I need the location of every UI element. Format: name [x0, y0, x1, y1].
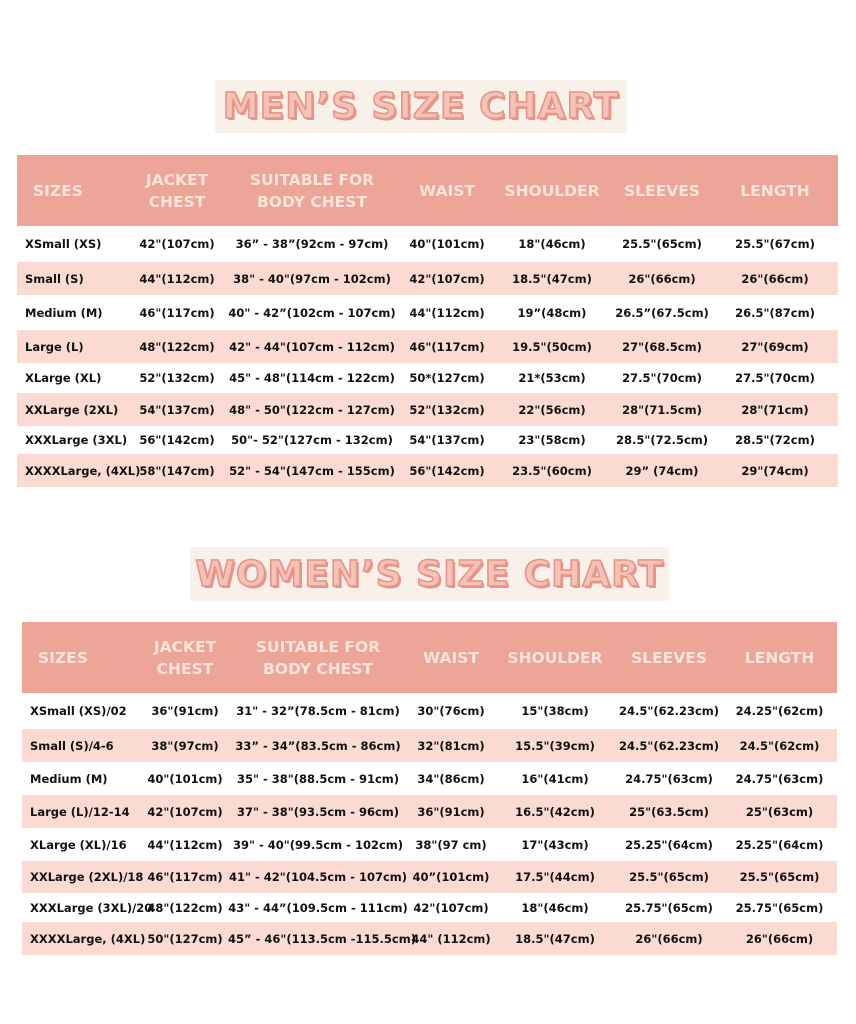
header-shoulder	[494, 647, 616, 669]
header-line-2: BODY CHEST	[256, 192, 368, 211]
header-sizes	[17, 180, 132, 202]
cell-sleeves: 29” (74cm)	[625, 463, 699, 478]
cell-shoulder: 15.5"(39cm)	[515, 738, 595, 753]
cell-length: 26"(66cm)	[745, 931, 814, 946]
cell-shoulder: 15"(38cm)	[521, 704, 589, 718]
table-row	[17, 295, 838, 330]
cell-jacket-chest: 52"(132cm)	[139, 371, 215, 385]
header-length	[722, 647, 837, 669]
cell-shoulder: 18.5"(47cm)	[512, 271, 592, 286]
cell-waist: 52"(132cm)	[409, 402, 485, 417]
table-row	[22, 861, 837, 893]
cell-body-chest: 48" - 50"(122cm - 127cm)	[229, 402, 395, 417]
cell-length: 27.5"(70cm)	[735, 371, 815, 385]
cell-jacket-chest: 48"(122cm)	[139, 339, 215, 354]
header-line-1: WAIST	[423, 648, 479, 667]
cell-length: 25.5"(67cm)	[735, 237, 815, 251]
cell-body-chest: 37" - 38"(93.5cm - 96cm)	[236, 804, 400, 819]
men-size-table	[17, 155, 838, 487]
cell-sleeves: 25.5"(65cm)	[622, 237, 702, 251]
table-row	[22, 828, 837, 861]
header-line-2: CHEST	[156, 659, 214, 678]
cell-waist: 32"(81cm)	[417, 738, 485, 753]
table-row	[17, 226, 838, 262]
cell-jacket-chest: 40"(101cm)	[147, 771, 223, 786]
cell-waist: 50*(127cm)	[409, 371, 485, 385]
cell-body-chest: 31" - 32”(78.5cm - 81cm)	[236, 704, 400, 718]
header-line-1: SLEEVES	[631, 648, 707, 667]
table-row	[22, 729, 837, 762]
cell-shoulder: 19.5"(50cm)	[512, 339, 592, 354]
cell-sizes: Large (L)/12-14	[30, 804, 130, 819]
cell-body-chest: 43" - 44”(109.5cm - 111cm)	[228, 900, 408, 915]
cell-sleeves: 26.5”(67.5cm)	[615, 305, 709, 320]
cell-sleeves: 24.75"(63cm)	[625, 771, 713, 786]
cell-sizes: XXLarge (2XL)	[25, 402, 119, 417]
cell-shoulder: 21*(53cm)	[518, 371, 586, 385]
cell-length: 26"(66cm)	[741, 271, 809, 286]
header-line-1: LENGTH	[740, 181, 810, 200]
header-jacket-chest	[132, 169, 222, 213]
table-row	[17, 426, 838, 454]
cell-sleeves: 26"(66cm)	[635, 931, 703, 946]
cell-shoulder: 16.5"(42cm)	[515, 804, 595, 819]
cell-sizes: XLarge (XL)	[25, 371, 102, 385]
cell-body-chest: 45" - 48"(114cm - 122cm)	[229, 371, 395, 385]
cell-waist: 40”(101cm)	[412, 870, 490, 884]
cell-sizes: XXXLarge (3XL)/20	[30, 900, 153, 915]
header-line-1: SHOULDER	[504, 181, 600, 200]
table-row	[22, 693, 837, 729]
cell-waist: 46"(117cm)	[409, 339, 485, 354]
header-jacket-chest	[142, 636, 228, 680]
cell-length: 24.5"(62cm)	[739, 738, 820, 753]
women-size-table	[22, 622, 837, 955]
header-waist	[402, 180, 492, 202]
cell-sleeves: 27.5"(70cm)	[622, 371, 702, 385]
header-line-1: SHOULDER	[507, 648, 603, 667]
cell-shoulder: 16"(41cm)	[521, 771, 589, 786]
cell-body-chest: 41" - 42"(104.5cm - 107cm)	[228, 870, 408, 884]
table-row	[17, 363, 838, 393]
cell-body-chest: 45” - 46"(113.5cm -115.5cm)	[228, 931, 416, 946]
cell-jacket-chest: 46"(117cm)	[147, 870, 223, 884]
cell-length: 25.5"(65cm)	[739, 870, 820, 884]
cell-length: 24.75"(63cm)	[735, 771, 824, 786]
header-line-1: SIZES	[33, 181, 83, 200]
table-row	[22, 893, 837, 922]
cell-sizes: Small (S)/4-6	[30, 738, 114, 753]
cell-waist: 42"(107cm)	[413, 900, 489, 915]
header-line-1: JACKET	[153, 637, 217, 656]
cell-shoulder: 18.5"(47cm)	[515, 931, 595, 946]
header-line-1: SUITABLE FOR	[255, 637, 381, 656]
cell-sleeves: 28.5"(72.5cm)	[615, 433, 709, 447]
cell-sizes: XXXXLarge, (4XL)	[30, 931, 146, 946]
cell-sizes: XSmall (XS)/02	[30, 704, 127, 718]
table-row	[17, 262, 838, 295]
cell-jacket-chest: 56"(142cm)	[139, 433, 215, 447]
cell-waist: 36"(91cm)	[417, 804, 485, 819]
cell-body-chest: 42" - 44"(107cm - 112cm)	[229, 339, 395, 354]
cell-sleeves: 26"(66cm)	[628, 271, 696, 286]
cell-length: 29"(74cm)	[741, 463, 809, 478]
cell-jacket-chest: 54"(137cm)	[139, 402, 215, 417]
header-waist	[408, 647, 494, 669]
cell-sleeves: 28"(71.5cm)	[622, 402, 702, 417]
cell-length: 28"(71cm)	[741, 402, 809, 417]
cell-jacket-chest: 46"(117cm)	[139, 305, 215, 320]
cell-body-chest: 36” - 38”(92cm - 97cm)	[235, 237, 389, 251]
table-row	[22, 922, 837, 955]
cell-waist: 30"(76cm)	[417, 704, 485, 718]
cell-sizes: XSmall (XS)	[25, 237, 102, 251]
cell-jacket-chest: 36"(91cm)	[151, 704, 219, 718]
header-line-1: SUITABLE FOR	[249, 170, 375, 189]
cell-sizes: Medium (M)	[25, 305, 103, 320]
men-table-header	[17, 155, 838, 226]
cell-body-chest: 50"- 52"(127cm - 132cm)	[231, 433, 393, 447]
cell-sizes: Small (S)	[25, 271, 84, 286]
header-body-chest	[228, 636, 408, 680]
cell-shoulder: 18"(46cm)	[518, 237, 586, 251]
women-title-text: WOMEN’S SIZE CHART	[195, 553, 664, 595]
table-row	[22, 795, 837, 828]
header-length	[712, 180, 838, 202]
cell-sleeves: 25.25"(64cm)	[625, 837, 713, 852]
men-size-chart-title	[215, 80, 627, 133]
cell-jacket-chest: 42"(107cm)	[147, 804, 223, 819]
table-row	[17, 393, 838, 426]
cell-body-chest: 40" - 42”(102cm - 107cm)	[228, 305, 396, 320]
cell-sizes: XXLarge (2XL)/18	[30, 870, 144, 884]
cell-waist: 54"(137cm)	[409, 433, 485, 447]
cell-sleeves: 25"(63.5cm)	[629, 804, 709, 819]
cell-shoulder: 23.5"(60cm)	[512, 463, 592, 478]
cell-sizes: Large (L)	[25, 339, 84, 354]
cell-waist: 38"(97 cm)	[415, 837, 487, 852]
header-line-2: CHEST	[148, 192, 206, 211]
header-line-1: SIZES	[38, 648, 88, 667]
table-row	[17, 330, 838, 363]
cell-waist: 56"(142cm)	[409, 463, 485, 478]
cell-body-chest: 52" - 54"(147cm - 155cm)	[229, 463, 395, 478]
cell-sleeves: 24.5"(62.23cm)	[618, 738, 720, 753]
cell-sizes: XXXXLarge, (4XL)	[25, 463, 141, 478]
cell-sleeves: 27"(68.5cm)	[622, 339, 702, 354]
header-sleeves	[612, 180, 712, 202]
header-body-chest	[222, 169, 402, 213]
header-shoulder	[492, 180, 612, 202]
cell-jacket-chest: 44"(112cm)	[139, 271, 215, 286]
header-line-1: JACKET	[145, 170, 209, 189]
cell-jacket-chest: 44"(112cm)	[147, 837, 223, 852]
table-row	[22, 762, 837, 795]
header-sizes	[22, 647, 142, 669]
cell-jacket-chest: 38"(97cm)	[151, 738, 219, 753]
header-line-1: SLEEVES	[624, 181, 700, 200]
women-size-chart-title	[190, 547, 669, 601]
cell-length: 28.5"(72cm)	[735, 433, 815, 447]
cell-length: 27"(69cm)	[741, 339, 809, 354]
cell-length: 25.75"(65cm)	[735, 900, 824, 915]
cell-shoulder: 17.5"(44cm)	[515, 870, 595, 884]
cell-shoulder: 17"(43cm)	[521, 837, 589, 852]
header-sleeves	[616, 647, 722, 669]
cell-sizes: XXXLarge (3XL)	[25, 433, 128, 447]
cell-body-chest: 39" - 40"(99.5cm - 102cm)	[232, 837, 404, 852]
cell-length: 25"(63cm)	[745, 804, 814, 819]
cell-shoulder: 19”(48cm)	[517, 305, 587, 320]
men-title-text: MEN’S SIZE CHART	[222, 86, 620, 127]
cell-waist: 34"(86cm)	[417, 771, 485, 786]
cell-sleeves: 24.5"(62.23cm)	[618, 704, 720, 718]
cell-waist: 40"(101cm)	[409, 237, 485, 251]
cell-body-chest: 38" - 40"(97cm - 102cm)	[233, 271, 391, 286]
cell-shoulder: 23"(58cm)	[518, 433, 586, 447]
cell-length: 24.25"(62cm)	[735, 704, 824, 718]
cell-jacket-chest: 50"(127cm)	[147, 931, 223, 946]
cell-jacket-chest: 58"(147cm)	[139, 463, 215, 478]
cell-sleeves: 25.5"(65cm)	[629, 870, 709, 884]
header-line-1: WAIST	[419, 181, 475, 200]
cell-waist: 44" (112cm)	[411, 931, 491, 946]
cell-shoulder: 18"(46cm)	[521, 900, 589, 915]
header-line-2: BODY CHEST	[262, 659, 374, 678]
table-row	[17, 454, 838, 487]
cell-waist: 42"(107cm)	[409, 271, 485, 286]
cell-shoulder: 22"(56cm)	[518, 402, 586, 417]
cell-length: 25.25"(64cm)	[735, 837, 824, 852]
cell-jacket-chest: 48"(122cm)	[147, 900, 223, 915]
cell-sleeves: 25.75"(65cm)	[625, 900, 713, 915]
cell-jacket-chest: 42"(107cm)	[139, 237, 215, 251]
header-line-1: LENGTH	[744, 648, 815, 667]
cell-waist: 44"(112cm)	[409, 305, 485, 320]
cell-sizes: Medium (M)	[30, 771, 108, 786]
women-table-header	[22, 622, 837, 693]
cell-sizes: XLarge (XL)/16	[30, 837, 127, 852]
cell-body-chest: 35" - 38"(88.5cm - 91cm)	[236, 771, 400, 786]
cell-body-chest: 33” - 34”(83.5cm - 86cm)	[235, 738, 401, 753]
cell-length: 26.5"(87cm)	[735, 305, 815, 320]
